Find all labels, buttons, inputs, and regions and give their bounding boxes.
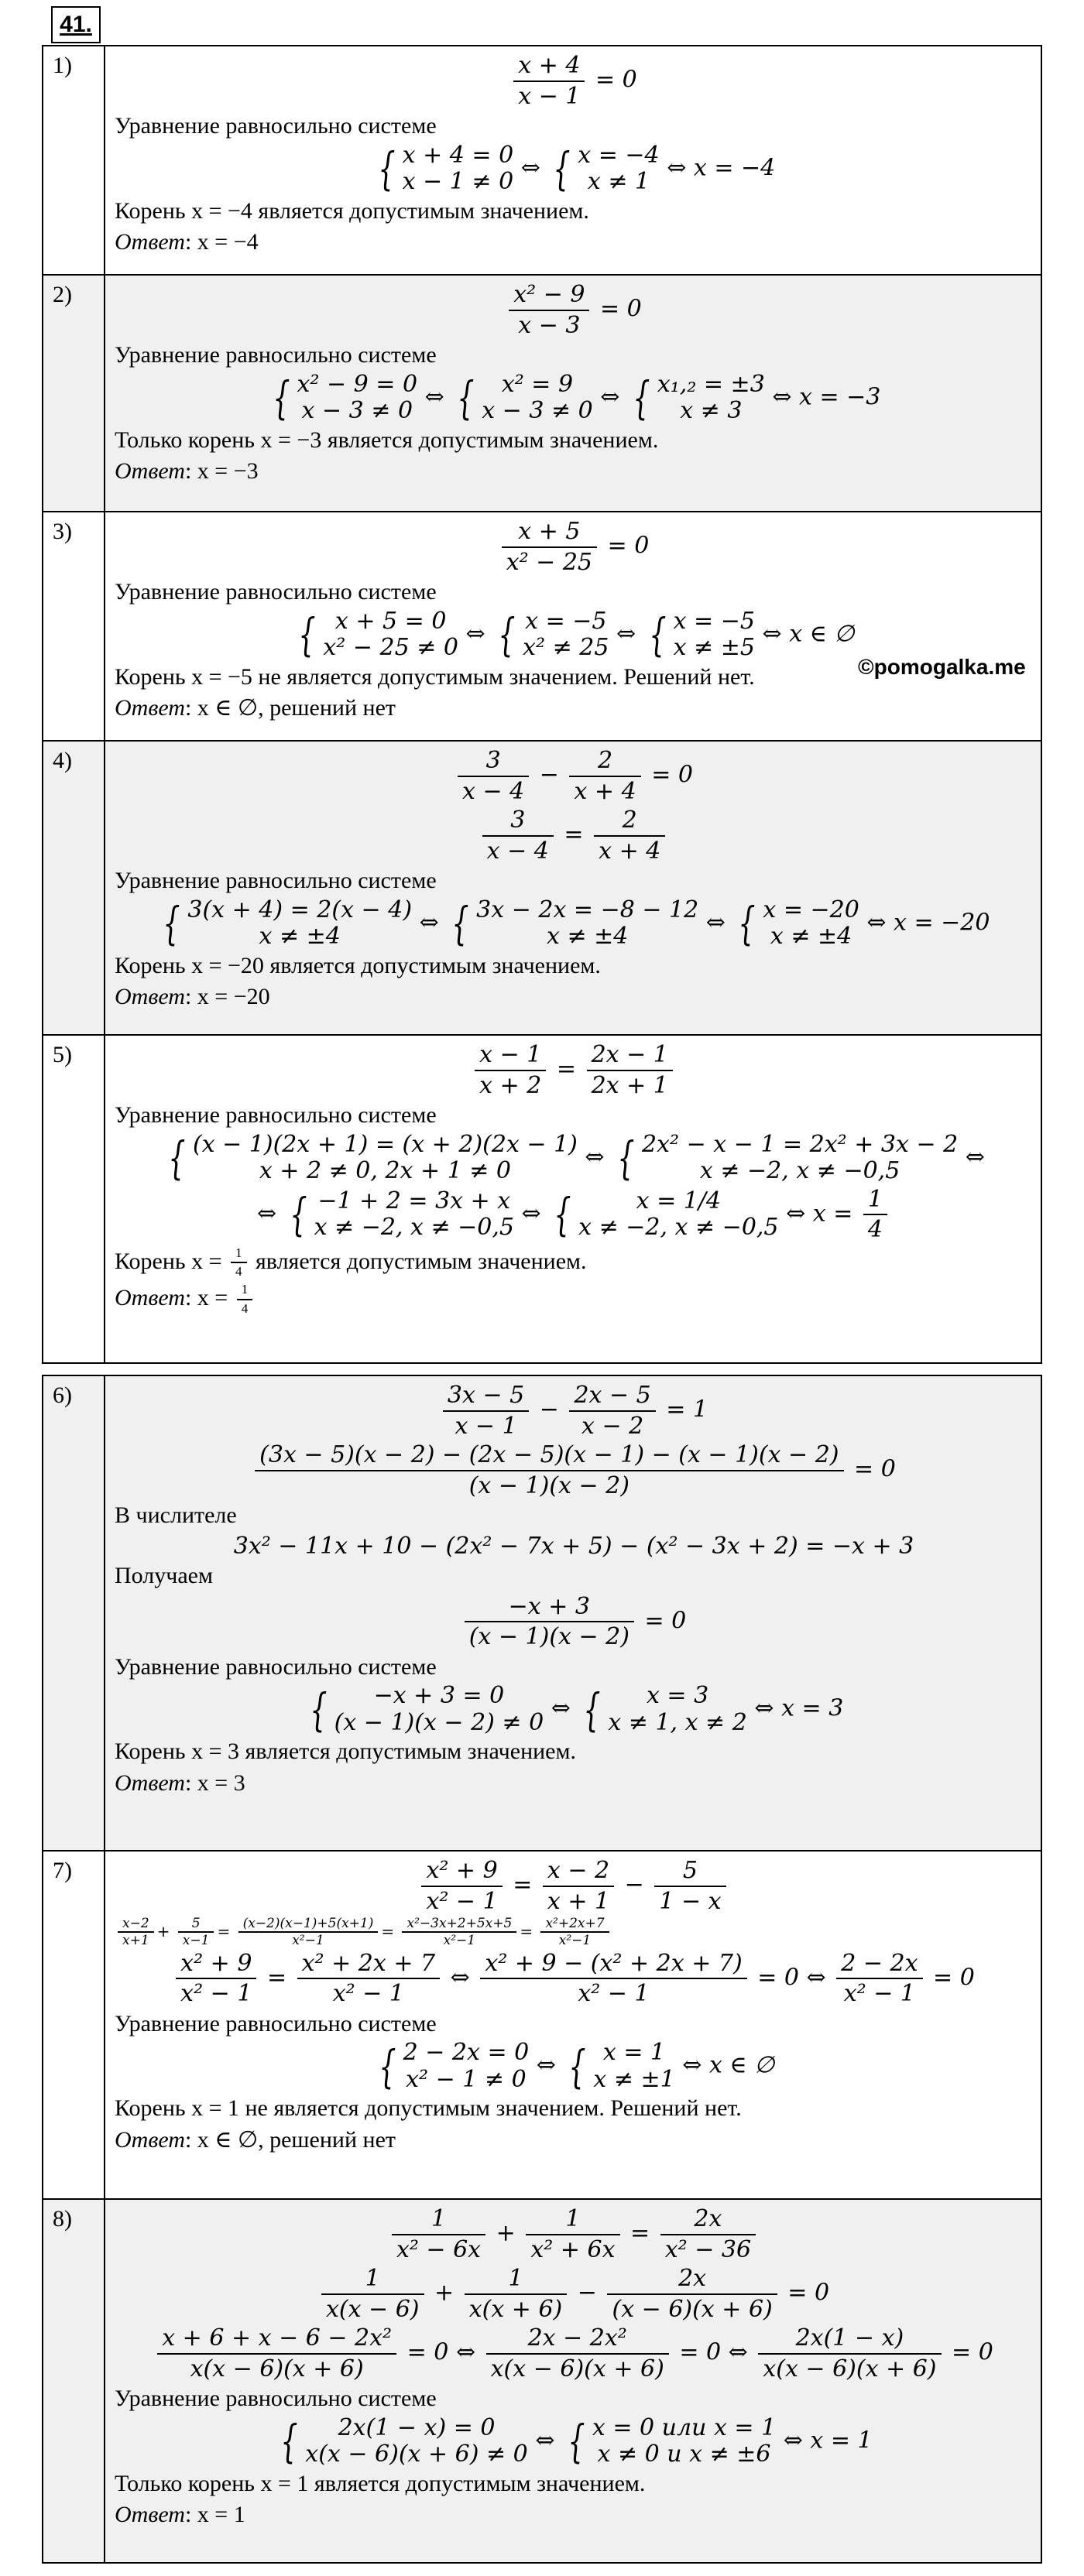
- problem-row-1: [43, 46, 1041, 275]
- row-index: 1): [43, 46, 105, 275]
- note: Корень x = −20 является допустимым значением.: [115, 952, 601, 978]
- equation: $\frac{3x - 5}{x - 1}$ − $\frac{2x - 5}{x - 2}$ = 1: [115, 1381, 1033, 1440]
- system-chain: { x² − 9 = 0 x − 3 ≠ 0 ⇔ { x² = 9 x − 3 ≠ 0 ⇔ { x₁,₂ = ±3 x ≠ 3 ⇔ x = −3: [272, 370, 881, 424]
- row-body: [105, 1375, 1041, 1851]
- equation: $\frac{\text{x² + 9}}{\text{x² − 1}}$ = $\frac{x - 2}{x + 1}$ − $\frac{5}{1 - x}$: [115, 1856, 1033, 1916]
- row-index: 7): [43, 1851, 105, 2199]
- problem-row-8: [43, 2199, 1041, 2563]
- system-chain: { −x + 3 = 0 (x − 1)(x − 2) ≠ 0 ⇔ { x = 3 x ≠ 1, x ≠ 2 ⇔ x = 3: [310, 1682, 844, 1736]
- watermark: ©pomogalka.me: [858, 655, 1026, 679]
- equation-2: $\frac{3}{x - 4}$ = $\frac{2}{x + 4}$: [115, 806, 1033, 865]
- numerator-expansion: 3x² − 11x + 10 − (2x² − 7x + 5) − (x² − 3x + 2) = −x + 3: [233, 1532, 914, 1560]
- equation-2: $\frac{(3x - 5)(x - 2) - (2x - 5)(x - 1) - (x - 1)(x - 2)}{(x - 1)(x - 2)}$ = 0: [115, 1440, 1033, 1500]
- answer: Ответ: x = 3: [115, 1769, 245, 1796]
- answer: Ответ: x ∈ ∅, решений нет: [115, 2126, 396, 2153]
- row-body: [105, 512, 1041, 741]
- row-index: 4): [43, 741, 105, 1035]
- equation: $\frac{x + 5}{\text{x² − 25}}$ = 0: [115, 517, 1033, 577]
- equiv-label: Уравнение равносильно системе: [115, 868, 437, 893]
- note: Корень x = $\frac{1}{4}$ является допустимым значением.: [115, 1245, 587, 1279]
- equation: $\frac{1}{\text{x² − 6x}}$ + $\frac{1}{\text{x² + 6x}}$ = $\frac{2x}{\text{x² − 36}}$: [115, 2204, 1033, 2264]
- answer: Ответ: x = −20: [115, 984, 270, 1009]
- equation-2: $\frac{1}{x(x - 6)}$ + $\frac{1}{x(x + 6)}$ − $\frac{2x}{(x - 6)(x + 6)}$ = 0: [115, 2264, 1033, 2324]
- system-chain: { 3(x + 4) = 2(x − 4) x ≠ ±4 ⇔ { 3x − 2x = −8 − 12 x ≠ ±4 ⇔ { x = −20 x ≠ ±4 ⇔ x = −20: [163, 896, 990, 950]
- system-chain: { (x − 1)(2x + 1) = (x + 2)(2x − 1) x + 2 ≠ 0, 2x + 1 ≠ 0 ⇔ { 2x² − x − 1 = 2x² + 3x − 2 x ≠ −2, x ≠ −0,5 ⇔: [168, 1130, 985, 1184]
- row-body: [105, 275, 1041, 512]
- note: Корень x = −4 является допустимым значением.: [115, 197, 589, 224]
- equation-3: $\frac{-x + 3}{(x - 1)(x - 2)}$ = 0: [115, 1592, 1033, 1652]
- row-index: 2): [43, 275, 105, 512]
- problem-row-7: [43, 1851, 1041, 2199]
- row-body: [105, 1035, 1041, 1363]
- note: Корень x = 3 является допустимым значением.: [115, 1738, 576, 1764]
- row-index: 5): [43, 1035, 105, 1363]
- equiv-label: Уравнение равносильно системе: [115, 2010, 437, 2036]
- row-index: 3): [43, 512, 105, 741]
- system-chain: { 2x(1 − x) = 0 x(x − 6)(x + 6) ≠ 0 ⇔ { x = 0 или x = 1 x ≠ 0 и x ≠ ±6 ⇔ x = 1: [280, 2413, 873, 2468]
- equation: $\frac{x - 1}{x + 2}$ = $\frac{2x - 1}{2x + 1}$: [115, 1040, 1033, 1100]
- note: Корень x = 1 не является допустимым значением. Решений нет.: [115, 2095, 742, 2122]
- side-computation: $\frac{x-2}{x+1}$ + $\frac{5}{x-1}$ = $\frac{(x-2)(x-1)+5(x+1)}{\text{x²−1}}$ = $\frac{\text{x²−3x+2+5x+5}}{\text{x²−1}}$ = $\frac{\text{x²+2x+7}}{\text{x²−1}}$: [115, 1916, 1033, 1949]
- solutions-table-1: [42, 45, 1042, 1364]
- note: Только корень x = −3 является допустимым значением.: [115, 426, 659, 453]
- row-body: [105, 2199, 1041, 2563]
- equiv-label: Уравнение равносильно системе: [115, 1102, 437, 1128]
- equation-chain: $\frac{\text{x + 6 + x − 6 − 2x²}}{x(x - 6)(x + 6)}$ = 0 ⇔ $\frac{\text{2x − 2x²}}{x(x - 6)(x + 6)}$ = 0 ⇔ $\frac{2x(1 - x)}{x(x - 6)(x + 6)}$ = 0: [115, 2324, 1033, 2383]
- answer: Ответ: x ∈ ∅, решений нет: [115, 695, 396, 721]
- equiv-label: Уравнение равносильно системе: [115, 342, 437, 368]
- row-body: [105, 1851, 1041, 2199]
- note: Только корень x = 1 является допустимым значением.: [115, 2470, 646, 2496]
- row-body: [105, 741, 1041, 1035]
- system-chain: { x + 4 = 0 x − 1 ≠ 0 ⇔ { x = −4 x ≠ 1 ⇔ x = −4: [378, 141, 776, 195]
- answer: Ответ: x = −4: [115, 229, 259, 255]
- equiv-label: Уравнение равносильно системе: [115, 579, 437, 605]
- problem-row-5: [43, 1035, 1041, 1363]
- equiv-label: Уравнение равносильно системе: [115, 2386, 437, 2411]
- system-chain-2: ⇔ { −1 + 2 = 3x + x x ≠ −2, x ≠ −0,5 ⇔ { x = 1/4 x ≠ −2, x ≠ −0,5 ⇔ x = $\frac{1}{4}$: [115, 1185, 1033, 1245]
- equiv-label: Уравнение равносильно системе: [115, 113, 437, 139]
- system-chain: { 2 − 2x = 0 x² − 1 ≠ 0 ⇔ { x = 1 x ≠ ±1 ⇔ x ∈ ∅: [379, 2039, 775, 2093]
- problem-row-2: [43, 275, 1041, 512]
- row-index: 6): [43, 1375, 105, 1851]
- equiv-label: Уравнение равносильно системе: [115, 1653, 437, 1680]
- numerator-label: В числителе: [115, 1502, 237, 1528]
- answer: Ответ: x = −3: [115, 458, 259, 484]
- row-index: 8): [43, 2199, 105, 2563]
- equation: $\frac{\text{x² − 9}}{x - 3}$ = 0: [115, 280, 1033, 340]
- problem-row-3: [43, 512, 1041, 741]
- answer: Ответ: x = 1: [115, 2502, 245, 2527]
- system-chain: { x + 5 = 0 x² − 25 ≠ 0 ⇔ { x = −5 x² ≠ 25 ⇔ { x = −5 x ≠ ±5 ⇔ x ∈ ∅: [298, 607, 855, 661]
- row-body: [105, 46, 1041, 275]
- solutions-table-2: [42, 1375, 1042, 2564]
- equation: $\frac{3}{x - 4}$ − $\frac{2}{x + 4}$ = 0: [115, 746, 1033, 806]
- note: Корень x = −5 не является допустимым значением. Решений нет.: [115, 663, 755, 690]
- problem-row-4: [43, 741, 1041, 1035]
- problem-number: 41.: [51, 6, 101, 43]
- equation: $\frac{x + 4}{x - 1}$ = 0: [115, 51, 1033, 111]
- result-label: Получаем: [115, 1563, 213, 1588]
- equation-chain: $\frac{\text{x² + 9}}{\text{x² − 1}}$ = $\frac{\text{x² + 2x + 7}}{\text{x² − 1}}$ ⇔ $\frac{\text{x² + 9 − (x² + 2x + 7)}}{\text{x² − 1}}$ = 0 ⇔ $\frac{2 - 2x}{\text{x² − 1}}$ = 0: [115, 1949, 1033, 2009]
- problem-row-6: [43, 1375, 1041, 1851]
- answer: Ответ: x = $\frac{1}{4}$: [115, 1281, 1033, 1318]
